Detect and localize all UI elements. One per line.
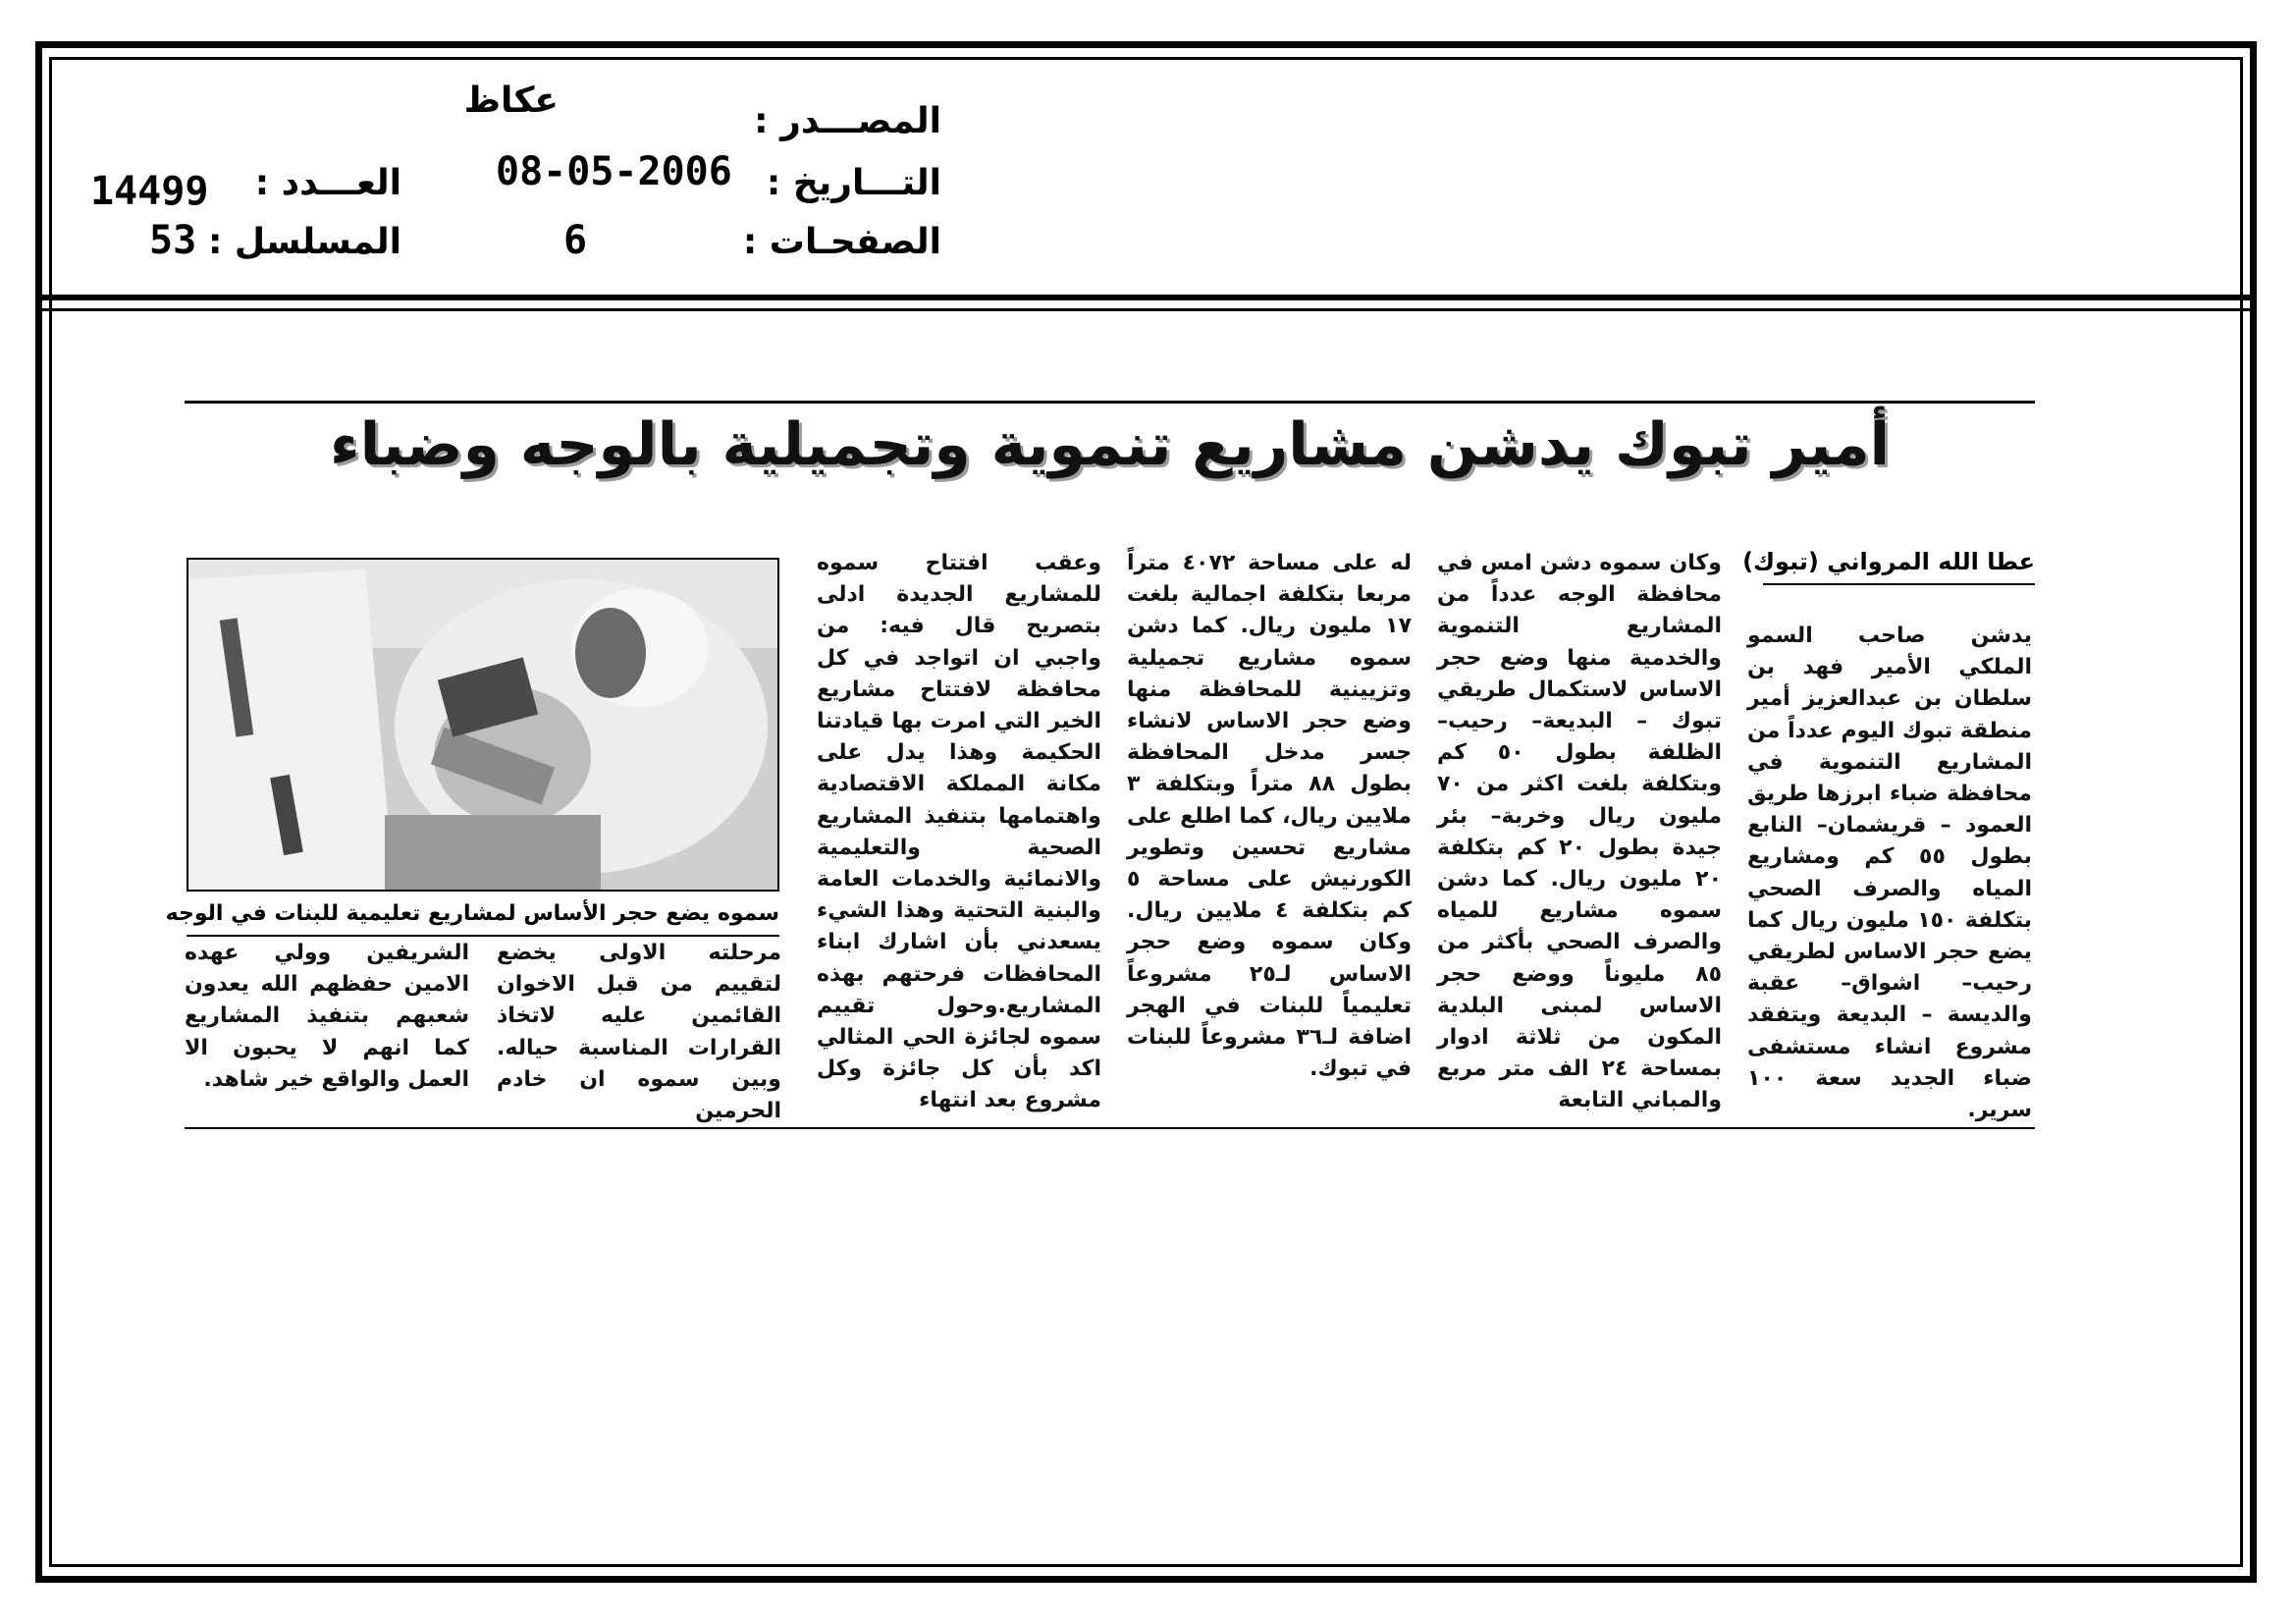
article-top-rule — [185, 401, 2035, 404]
article-photo — [187, 558, 779, 892]
header-separator — [35, 295, 2257, 300]
article-column-6: الشريفين وولي عهده الامين حفظهم الله يعدون شعبهم بتنفيذ المشاريع كما انهم لا يحبون الا العمل والواقع خير شاهد. — [185, 941, 469, 1092]
photo-illustration — [188, 560, 777, 890]
issue-value: 14499 — [90, 169, 209, 214]
date-value: 08-05-2006 — [496, 149, 732, 194]
serial-value: 53 — [149, 218, 197, 263]
article-byline: عطا الله المرواني (تبوك) — [1742, 548, 2035, 575]
photo-caption: سموه يضع حجر الأساس لمشاريع تعليمية للبنات في الوجه — [165, 901, 779, 926]
header-separator-thin — [35, 308, 2257, 311]
article-headline: أمير تبوك يدشن مشاريع تنموية وتجميلية بالوجه وضباء — [329, 410, 1891, 479]
source-value: عكاظ — [463, 81, 559, 121]
issue-label: العـــدد : — [254, 163, 401, 203]
article-column-3: له على مساحة ٤٠٧٢ متراً مربعا بتكلفة اجمالية بلغت ١٧ مليون ريال. كما دشن سموه مشاريع تجميلية وتزيينية للمحافظة منها وضع حجر الاساس لانشاء جسر مدخل المحافظة بطول ٨٨ متراً وبتكلفة ٣ ملايين ريال، كما اطلع على مشاريع تحسين وتطوير الكورنيش على مساحة ٥ كم بتكلفة ٤ ملايين ريال. وكان سموه وضع حجر الاساس لـ٢٥ مشروعاً تعليمياً للبنات في الهجر اضافة لـ٣٦ مشروعاً للبنات في تبوك. — [1127, 551, 1413, 1082]
date-label: التـــاريخ : — [766, 163, 941, 203]
pages-label: الصفحـات : — [742, 222, 941, 262]
caption-underline — [187, 935, 779, 937]
article-column-1: يدشن صاحب السمو الملكي الأمير فهد بن سلطان بن عبدالعزيز أمير منطقة تبوك اليوم عدداً من المشاريع التنموية في محافظة ضباء ابرزها طريق العمود – قريشمان– النابع بطول ٥٥ كم ومشاريع المياه والصرف الصحي بتكلفة ١٥٠ مليون ريال كما يضع حجر الاساس لطريقي رحيب– اشواق– عقبة والديسة – البديعة ويتفقد مشروع انشاء مستشفى ضباء الجديد سعة ١٠٠ سرير. — [1747, 623, 2033, 1123]
article-column-2: وكان سموه دشن امس في محافظة الوجه عدداً من المشاريع التنموية والخدمية منها وضع حجر الاساس لاستكمال طريقي تبوك – البديعة– رحيب– الظلفة بطول ٥٠ كم وبتكلفة بلغت اكثر من ٧٠ مليون ريال وخربة– بئر جيدة بطول ٢٠ كم بتكلفة ٢٠ مليون ريال. كما دشن سموه مشاريع للمياه والصرف الصحي بأكثر من ٨٥ مليوناً ووضع حجر الاساس لمبنى البلدية المكون من ثلاثة ادوار بمساحة ٢٤ الف متر مربع والمباني التابعة — [1437, 551, 1722, 1113]
article-bottom-rule — [185, 1127, 2035, 1129]
article-column-4: وعقب افتتاح سموه للمشاريع الجديدة ادلى بتصريح قال فيه: من واجبي ان اتواجد في كل محافظة لافتتاح مشاريع الخير التي امرت بها قيادتنا الحكيمة وهذا يدل على مكانة المملكة الاقتصادية واهتمامها بتنفيذ المشاريع الصحية والتعليمية والانمائية والخدمات العامة والبنية التحتية وهذا الشيء يسعدني بأن اشارك ابناء المحافظات فرحتهم بهذه المشاريع.وحول تقييم سموه لجائزة الحي المثالي اكد بأن كل جائزة وكل مشروع بعد انتهاء — [817, 551, 1101, 1113]
article-column-5: مرحلته الاولى يخضع لتقييم من قبل الاخوان القائمين عليه لاتخاذ القرارات المناسبة حياله. وبين سموه ان خادم الحرمين — [497, 941, 781, 1124]
byline-underline — [1763, 583, 2035, 585]
source-label: المصـــدر : — [754, 101, 941, 141]
serial-label: المسلسل : — [207, 222, 401, 262]
pages-value: 6 — [563, 218, 588, 263]
